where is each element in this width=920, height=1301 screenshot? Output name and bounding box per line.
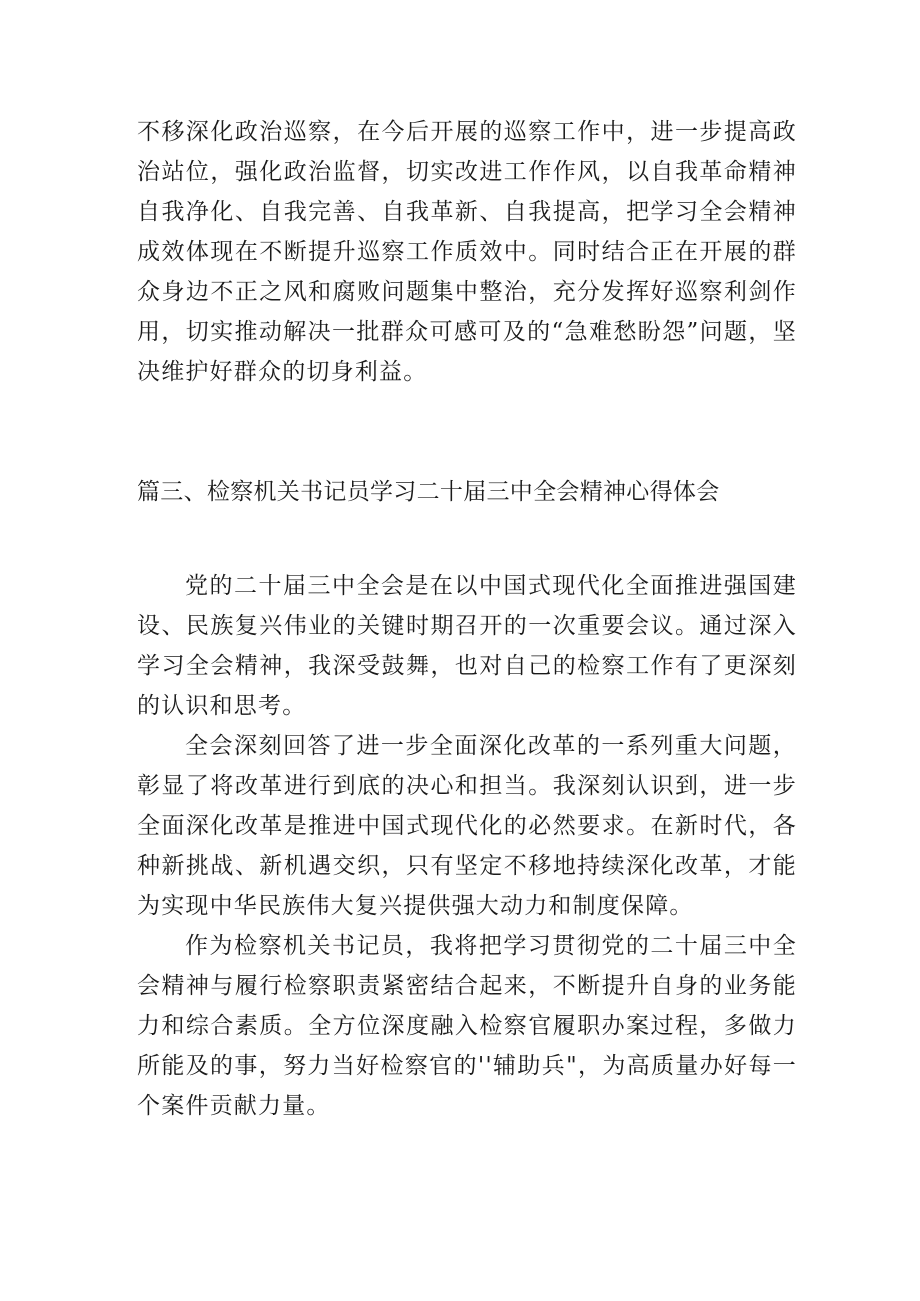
- paragraph: 党的二十届三中全会是在以中国式现代化全面推进强国建设、民族复兴伟业的关键时期召开的一次重要会议。通过深入学习全会精神，我深受鼓舞，也对自己的检察工作有了更深刻的认识和思考。: [137, 573, 797, 719]
- top-paragraph-block: [137, 112, 797, 392]
- paragraph-continued: 不移深化政治巡察，在今后开展的巡察工作中，进一步提高政治站位，强化政治监督，切实改进工作作风，以自我革命精神自我净化、自我完善、自我革新、自我提高，把学习全会精神成效体现在不断提升巡察工作质效中。同时结合正在开展的群众身边不正之风和腐败问题集中整治，充分发挥好巡察利剑作用，切实推动解决一批群众可感可及的“急难愁盼怨”问题，坚决维护好群众的切身利益。: [137, 119, 797, 385]
- section-title: 篇三、检察机关书记员学习二十届三中全会精神心得体会: [137, 479, 720, 505]
- section-body: [137, 566, 797, 1126]
- paragraph: 全会深刻回答了进一步全面深化改革的一系列重大问题，彰显了将改革进行到底的决心和担当。我深刻认识到，进一步全面深化改革是推进中国式现代化的必然要求。在新时代，各种新挑战、新机遇交织，只有坚定不移地持续深化改革，才能为实现中华民族伟大复兴提供强大动力和制度保障。: [137, 733, 797, 919]
- paragraph: 作为检察机关书记员，我将把学习贯彻党的二十届三中全会精神与履行检察职责紧密结合起来，不断提升自身的业务能力和综合素质。全方位深度融入检察官履职办案过程，多做力所能及的事，努力当好检察官的''辅助兵"，为高质量办好每一个案件贡献力量。: [137, 933, 797, 1119]
